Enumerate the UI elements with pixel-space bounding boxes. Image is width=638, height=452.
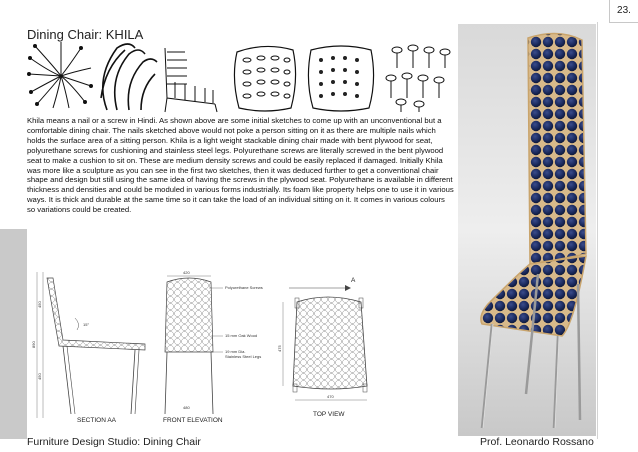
section-aa-drawing [31,272,145,424]
footer-professor: Prof. Leonardo Rossano [480,436,594,448]
dim-section-bottom: 450 [37,373,42,380]
sketch-mushroom-screws [386,45,450,112]
right-margin-panel [597,22,638,439]
chair-back [528,33,586,264]
page-title: Dining Chair: KHILA [27,27,144,42]
dim-front-width: 420 [183,270,190,275]
dim-top-width: 470 [327,394,334,399]
technical-drawings [27,268,454,428]
sketch-radial [28,42,93,108]
page-number: 23. [609,0,638,23]
chair-photo [458,24,596,436]
top-view-label: TOP VIEW [313,411,345,418]
dim-section-top: 450 [37,301,42,308]
front-elevation-drawing [163,270,263,424]
front-elevation-label: FRONT ELEVATION [163,417,223,424]
marker-a: A [351,277,356,284]
sketch-curves [101,44,157,110]
sketch-chair-nails [165,48,217,112]
note-legs-2: Stainless Steel Legs [225,354,262,359]
dim-front-bottom: 480 [183,405,190,410]
angle-label: 15° [83,322,90,327]
sketch-oval-seat [234,46,295,111]
note-legs-1: 19 mm Dia. [225,349,246,354]
initial-sketches [25,38,455,114]
description-text: Khila means a nail or a screw in Hindi. As shown above are some initial sketches to come up with an unconventional but a comfortable dining chair. The nails sketched above would not poke a person sitting on it as there are multiple nails which holds the surface area of a sitting person. Khila is a light weight stackable dining chair made with bent plywood for seat, polyurethane screws for cushioning and stainless steel legs. Polyurethane screws are literally screwed in the bent plywood seat to make a cushion to sit on. These are medium density screws and could be easily replaced if damaged. Initially Khila was more like a sculpture as you can see in the first two sketches, then it was deduced further to get a conventional chair shape and design but still using the same idea of having the screws in the plywood seat. Polyurethane is available in different thickness and densities and could be moduled in various forms industrially. Its foam like property helps one to use it in various ways. It is thick and durable at the same time so it can take the load of an individual sitting on it. It comes in various colours so variations could be created. [27,116,454,215]
note-screws: Polyurethane Screws [225,285,263,290]
sketch-dotted-cushion [308,46,373,111]
left-grey-band [0,229,27,439]
section-aa-label: SECTION AA [77,417,117,424]
dim-top-depth: 475 [277,345,282,352]
top-view-drawing [277,277,367,418]
note-wood: 15 mm Oak Wood [225,333,258,338]
dim-section-total: 890 [31,341,36,348]
footer-course-title: Furniture Design Studio: Dining Chair [27,436,201,448]
